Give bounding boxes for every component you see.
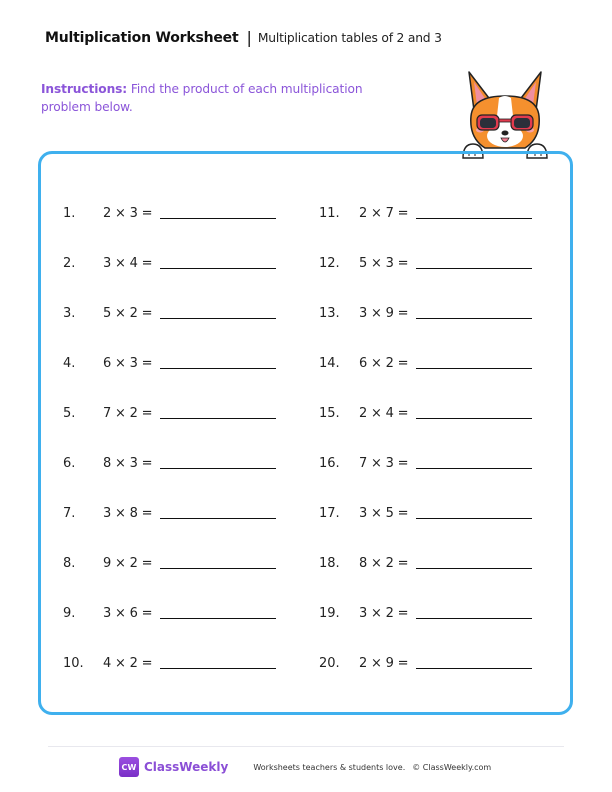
brand-name: ClassWeekly [144, 760, 229, 774]
problem-expression: 8 × 3 = [103, 455, 153, 471]
answer-line[interactable] [160, 468, 276, 469]
problem-expression: 5 × 3 = [359, 255, 409, 271]
problem-number: 15. [319, 405, 340, 421]
problem-number: 10. [63, 655, 84, 671]
problem-expression: 7 × 2 = [103, 405, 153, 421]
corgi-with-sunglasses-icon [455, 66, 555, 162]
problems-box [38, 151, 573, 715]
problem-number: 11. [319, 205, 340, 221]
title-separator: | [246, 28, 252, 47]
problem-expression: 5 × 2 = [103, 305, 153, 321]
answer-line[interactable] [160, 318, 276, 319]
problem-expression: 3 × 9 = [359, 305, 409, 321]
problem-number: 14. [319, 355, 340, 371]
problem-number: 8. [63, 555, 76, 571]
problem-expression: 2 × 4 = [359, 405, 409, 421]
problem-number: 5. [63, 405, 76, 421]
classweekly-logo-icon: CW [119, 757, 139, 777]
problem-number: 12. [319, 255, 340, 271]
problem-expression: 9 × 2 = [103, 555, 153, 571]
answer-line[interactable] [160, 268, 276, 269]
problem-expression: 2 × 3 = [103, 205, 153, 221]
answer-line[interactable] [160, 668, 276, 669]
problem-number: 1. [63, 205, 76, 221]
instructions-label: Instructions: [41, 82, 128, 96]
problem-expression: 2 × 9 = [359, 655, 409, 671]
worksheet-subtitle: Multiplication tables of 2 and 3 [257, 31, 442, 45]
answer-line[interactable] [416, 468, 532, 469]
answer-line[interactable] [160, 368, 276, 369]
problem-expression: 6 × 2 = [359, 355, 409, 371]
problem-number: 4. [63, 355, 76, 371]
answer-line[interactable] [416, 218, 532, 219]
worksheet-title: Multiplication Worksheet [45, 30, 239, 46]
problem-expression: 3 × 2 = [359, 605, 409, 621]
problem-number: 3. [63, 305, 76, 321]
answer-line[interactable] [416, 568, 532, 569]
problem-expression: 3 × 8 = [103, 505, 153, 521]
answer-line[interactable] [160, 518, 276, 519]
problem-expression: 3 × 6 = [103, 605, 153, 621]
problem-number: 18. [319, 555, 340, 571]
footer-tagline: Worksheets teachers & students love. [253, 762, 406, 772]
answer-line[interactable] [160, 568, 276, 569]
answer-line[interactable] [416, 368, 532, 369]
problem-number: 2. [63, 255, 76, 271]
problem-number: 9. [63, 605, 76, 621]
answer-line[interactable] [160, 618, 276, 619]
answer-line[interactable] [416, 668, 532, 669]
footer-divider [48, 746, 564, 747]
problem-number: 17. [319, 505, 340, 521]
answer-line[interactable] [416, 518, 532, 519]
problem-number: 13. [319, 305, 340, 321]
problem-number: 20. [319, 655, 340, 671]
answer-line[interactable] [416, 318, 532, 319]
problem-number: 7. [63, 505, 76, 521]
problem-number: 16. [319, 455, 340, 471]
problem-expression: 8 × 2 = [359, 555, 409, 571]
footer [119, 757, 491, 777]
problem-expression: 6 × 3 = [103, 355, 153, 371]
answer-line[interactable] [416, 268, 532, 269]
instructions-text: Find the product of each multiplication problem below. [41, 82, 363, 114]
answer-line[interactable] [160, 218, 276, 219]
worksheet-header [45, 27, 442, 46]
problem-expression: 2 × 7 = [359, 205, 409, 221]
problem-expression: 3 × 4 = [103, 255, 153, 271]
problem-expression: 4 × 2 = [103, 655, 153, 671]
instructions [41, 80, 381, 116]
problem-expression: 3 × 5 = [359, 505, 409, 521]
answer-line[interactable] [160, 418, 276, 419]
problem-number: 6. [63, 455, 76, 471]
problem-number: 19. [319, 605, 340, 621]
footer-copyright: © ClassWeekly.com [412, 762, 492, 772]
answer-line[interactable] [416, 618, 532, 619]
problem-expression: 7 × 3 = [359, 455, 409, 471]
answer-line[interactable] [416, 418, 532, 419]
